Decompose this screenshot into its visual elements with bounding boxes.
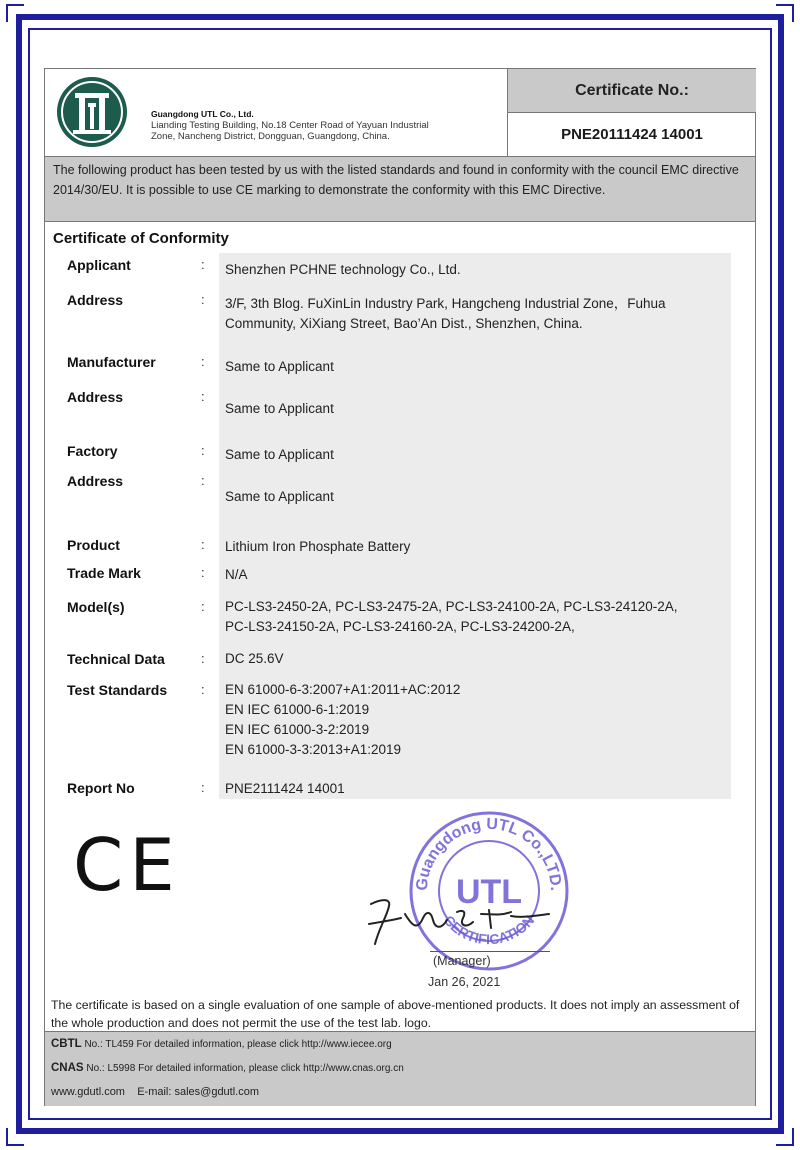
field-value: Lithium Iron Phosphate Battery	[225, 539, 411, 554]
utl-logo-icon	[55, 75, 129, 149]
svg-text:Guangdong UTL Co.,LTD.: Guangdong UTL Co.,LTD.	[413, 815, 565, 892]
cbtl-label: CBTL	[51, 1038, 82, 1050]
cbtl-line	[51, 1038, 392, 1050]
corner-ornament	[6, 4, 24, 22]
corner-ornament	[776, 4, 794, 22]
field-label: Technical Data	[67, 651, 165, 667]
field-value: Same to Applicant	[225, 401, 334, 416]
field-value-line: PC-LS3-24150-2A, PC-LS3-24160-2A, PC-LS3-24200-2A,	[225, 619, 575, 634]
field-label: Address	[67, 389, 124, 405]
certificate-header	[45, 69, 755, 157]
field-colon: :	[201, 473, 205, 488]
section-title: Certificate of Conformity	[53, 230, 229, 247]
certificate-number-box	[507, 69, 756, 156]
field-colon: :	[201, 565, 205, 580]
standard-item: EN IEC 61000-6-1:2019	[225, 702, 370, 717]
field-colon: :	[201, 257, 205, 272]
standard-item: EN 61000-6-3:2007+A1:2011+AC:2012	[225, 682, 461, 697]
field-value: Shenzhen PCHNE technology Co., Ltd.	[225, 262, 461, 277]
certificate-number-label: Certificate No.:	[508, 69, 756, 113]
disclaimer-text: The certificate is based on a single evaluation of one sample of above-mentioned products. It does not imply an assessment of the whole production and does not permit the use of the test lab. logo.	[51, 998, 740, 1030]
corner-ornament	[6, 1128, 24, 1146]
field-label: Address	[67, 473, 124, 489]
company-address-line: Zone, Nancheng District, Dongguan, Guangdong, China.	[151, 131, 390, 142]
intro-statement: The following product has been tested by us with the listed standards and found in conformity with the council EMC directive 2014/30/EU. It is possible to use CE marking to demonstrate the conformity with this EMC Directive.	[45, 157, 755, 222]
cnas-info: No.: L5998 For detailed information, please click http://www.cnas.org.cn	[86, 1063, 404, 1074]
signatory-role: (Manager)	[433, 954, 491, 968]
company-name: Guangdong UTL Co., Ltd.	[151, 109, 254, 119]
company-info	[151, 109, 511, 142]
field-value: Same to Applicant	[225, 489, 334, 504]
company-address-line: Lianding Testing Building, No.18 Center Road of Yayuan Industrial	[151, 120, 429, 131]
field-colon: :	[201, 780, 205, 795]
signature-line	[430, 951, 550, 952]
corner-ornament	[776, 1128, 794, 1146]
cnas-line	[51, 1062, 404, 1074]
field-label: Report No	[67, 780, 135, 796]
field-label: Applicant	[67, 257, 131, 273]
certificate-number-value: PNE20111424 14001	[561, 126, 703, 143]
cnas-label: CNAS	[51, 1062, 84, 1074]
field-label: Trade Mark	[67, 565, 141, 581]
field-colon: :	[201, 443, 205, 458]
field-value: N/A	[225, 567, 248, 582]
field-label: Product	[67, 537, 120, 553]
field-colon: :	[201, 682, 205, 697]
field-colon: :	[201, 354, 205, 369]
manager-signature	[361, 884, 561, 954]
field-colon: :	[201, 651, 205, 666]
standard-item: EN IEC 61000-3-2:2019	[225, 722, 370, 737]
field-label: Address	[67, 292, 124, 308]
field-colon: :	[201, 599, 205, 614]
svg-text:CERTIFICATION: CERTIFICATION	[440, 912, 538, 948]
field-colon: :	[201, 292, 205, 307]
accreditation-footer	[45, 1031, 755, 1106]
standard-item: EN 61000-3-3:2013+A1:2019	[225, 742, 402, 757]
field-label: Factory	[67, 443, 118, 459]
field-label: Test Standards	[67, 682, 168, 698]
field-colon: :	[201, 537, 205, 552]
field-value: Same to Applicant	[225, 447, 334, 462]
field-colon: :	[201, 389, 205, 404]
certificate	[44, 68, 756, 1106]
field-value: DC 25.6V	[225, 651, 284, 666]
contact-line: www.gdutl.com E-mail: sales@gdutl.com	[51, 1086, 260, 1098]
field-value: PNE2111424 14001	[225, 781, 345, 796]
svg-text:UTL: UTL	[455, 873, 523, 911]
ce-mark-logo: CE	[73, 823, 181, 907]
cbtl-info: No.: TL459 For detailed information, please click http://www.iecee.org	[84, 1039, 392, 1050]
field-label: Manufacturer	[67, 354, 156, 370]
field-value	[225, 680, 745, 760]
field-label: Model(s)	[67, 599, 125, 615]
field-value	[225, 597, 745, 637]
field-value-line: Community, XiXiang Street, Bao’An Dist., Shenzhen, China.	[225, 316, 583, 331]
field-value: Same to Applicant	[225, 359, 334, 374]
field-value-line: PC-LS3-2450-2A, PC-LS3-2475-2A, PC-LS3-24100-2A, PC-LS3-24120-2A,	[225, 599, 678, 614]
issue-date: Jan 26, 2021	[428, 975, 501, 989]
field-value-line: 3/F, 3th Blog. FuXinLin Industry Park, Hangcheng Industrial Zone，Fuhua	[225, 296, 666, 311]
field-value	[225, 294, 745, 334]
